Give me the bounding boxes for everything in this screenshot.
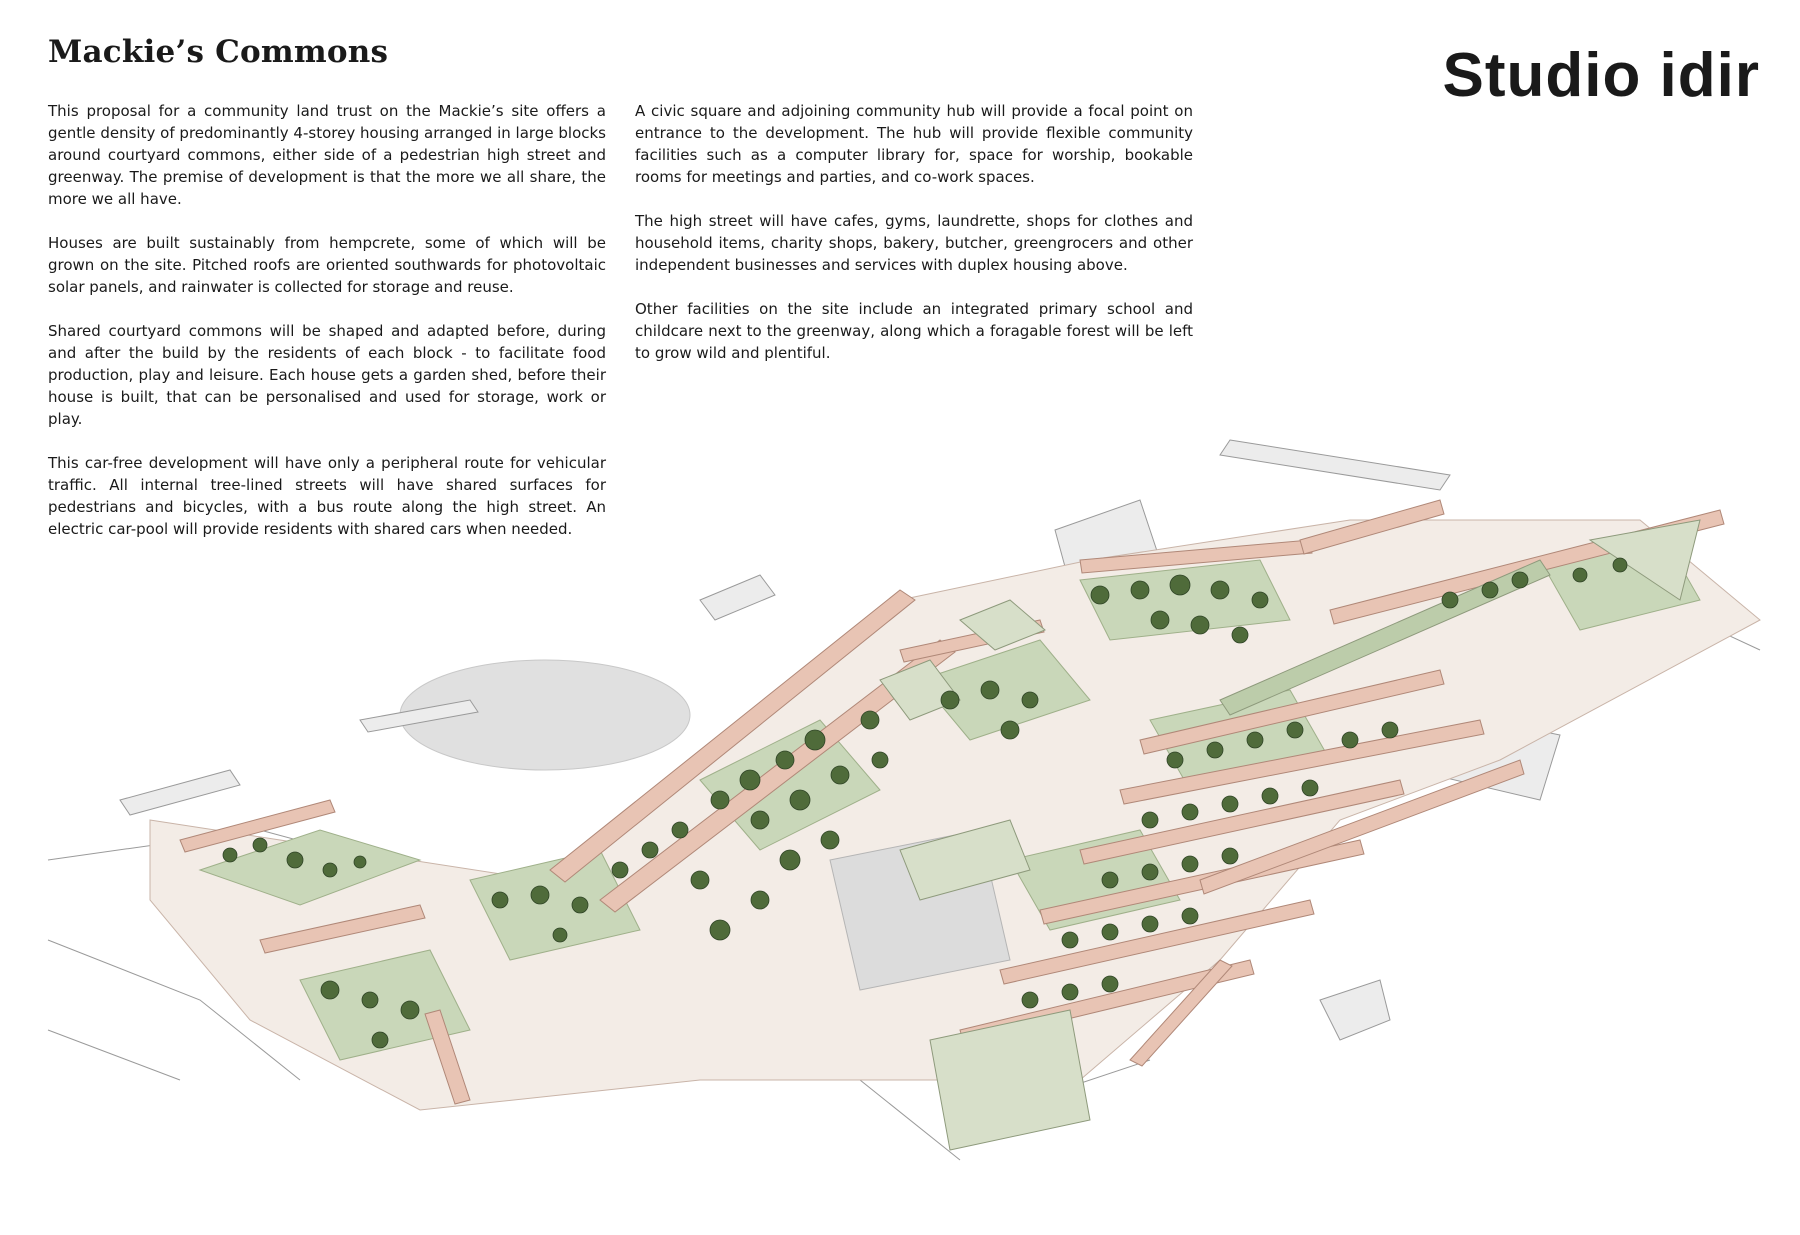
tree (1247, 732, 1263, 748)
tree (790, 790, 810, 810)
tree (1091, 586, 1109, 604)
tree (1001, 721, 1019, 739)
tree (1382, 722, 1398, 738)
tree (401, 1001, 419, 1019)
context-block (1220, 440, 1450, 490)
tree (1222, 848, 1238, 864)
tree (1102, 924, 1118, 940)
page-title: Mackie’s Commons (48, 34, 389, 70)
tree (672, 822, 688, 838)
tree (1512, 572, 1528, 588)
tree (1232, 627, 1248, 643)
tree (492, 892, 508, 908)
tree (1262, 788, 1278, 804)
tree (1482, 582, 1498, 598)
tree (1170, 575, 1190, 595)
context-block (1320, 980, 1390, 1040)
tree (1442, 592, 1458, 608)
tree (253, 838, 267, 852)
tree (1142, 812, 1158, 828)
context-block (700, 575, 775, 620)
tree (941, 691, 959, 709)
tree (223, 848, 237, 862)
tree (691, 871, 709, 889)
tree (1062, 984, 1078, 1000)
tree (711, 791, 729, 809)
tree (1302, 780, 1318, 796)
tree (821, 831, 839, 849)
tree (1151, 611, 1169, 629)
tree (751, 891, 769, 909)
tree (1022, 692, 1038, 708)
tree (831, 766, 849, 784)
tree (872, 752, 888, 768)
tree (362, 992, 378, 1008)
tree (321, 981, 339, 999)
tree (710, 920, 730, 940)
paragraph-high-street: The high street will have cafes, gyms, laundrette, shops for clothes and household items, charity shops, bakery, butcher, greengrocers and other independent businesses and services with duplex housing above. (635, 212, 1193, 274)
tree (1102, 872, 1118, 888)
tree (981, 681, 999, 699)
tree (861, 711, 879, 729)
tree (751, 811, 769, 829)
tree (531, 886, 549, 904)
tree (1142, 916, 1158, 932)
tree (776, 751, 794, 769)
paragraph-transport: This car-free development will have only a peripheral route for vehicular traffic. All internal tree-lined streets will have shared surfaces for pedestrians and bicycles, with a bus route along the high street. An electric car-pool will provide residents with shared cars when needed. (48, 454, 606, 538)
tree (1182, 804, 1198, 820)
context-road (48, 1030, 180, 1080)
right-text-column (635, 100, 1193, 386)
tree (553, 928, 567, 942)
tree (1131, 581, 1149, 599)
tree (1191, 616, 1209, 634)
tree (1102, 976, 1118, 992)
paragraph-facilities: Other facilities on the site include an integrated primary school and childcare next to the greenway, along which a foragable forest will be left to grow wild and plentiful. (635, 300, 1193, 362)
tree (1252, 592, 1268, 608)
tree (1167, 752, 1183, 768)
studio-logo: Studio idir (1442, 41, 1760, 110)
tree (612, 862, 628, 878)
tree (1211, 581, 1229, 599)
tree (572, 897, 588, 913)
tree (1222, 796, 1238, 812)
tree (1287, 722, 1303, 738)
tree (1573, 568, 1587, 582)
tree (740, 770, 760, 790)
axonometric-site-plan (0, 430, 1800, 1220)
paragraph-courtyards: Shared courtyard commons will be shaped and adapted before, during and after the build by the residents of each block - to facilitate food production, play and leisure. Each house gets a garden shed, before their house is built, that can be personalised and used for storage, work or play. (48, 322, 606, 428)
tree (1182, 908, 1198, 924)
tree (354, 856, 366, 868)
tree (1613, 558, 1627, 572)
tree (287, 852, 303, 868)
tree (642, 842, 658, 858)
tree (1207, 742, 1223, 758)
paragraph-intro: This proposal for a community land trust on the Mackie’s site offers a gentle density of predominantly 4-storey housing arranged in large blocks around courtyard commons, either side of a pedestrian high street and greenway. The premise of development is that the more we all share, the more we all have. (48, 102, 606, 208)
tree (372, 1032, 388, 1048)
tree (1062, 932, 1078, 948)
paragraph-civic-square: A civic square and adjoining community hub will provide a focal point on entrance to the development. The hub will provide flexible community facilities such as a computer library for, space for worship, bookable rooms for meetings and parties, and co-work spaces. (635, 102, 1193, 186)
context-block (120, 770, 240, 815)
tree (323, 863, 337, 877)
tree (1182, 856, 1198, 872)
tree (805, 730, 825, 750)
tree (1022, 992, 1038, 1008)
tree (780, 850, 800, 870)
paragraph-materials: Houses are built sustainably from hempcrete, some of which will be grown on the site. Pitched roofs are oriented southwards for photovoltaic solar panels, and rainwater is collected for storage and reuse. (48, 234, 606, 296)
tree (1142, 864, 1158, 880)
tree (1342, 732, 1358, 748)
